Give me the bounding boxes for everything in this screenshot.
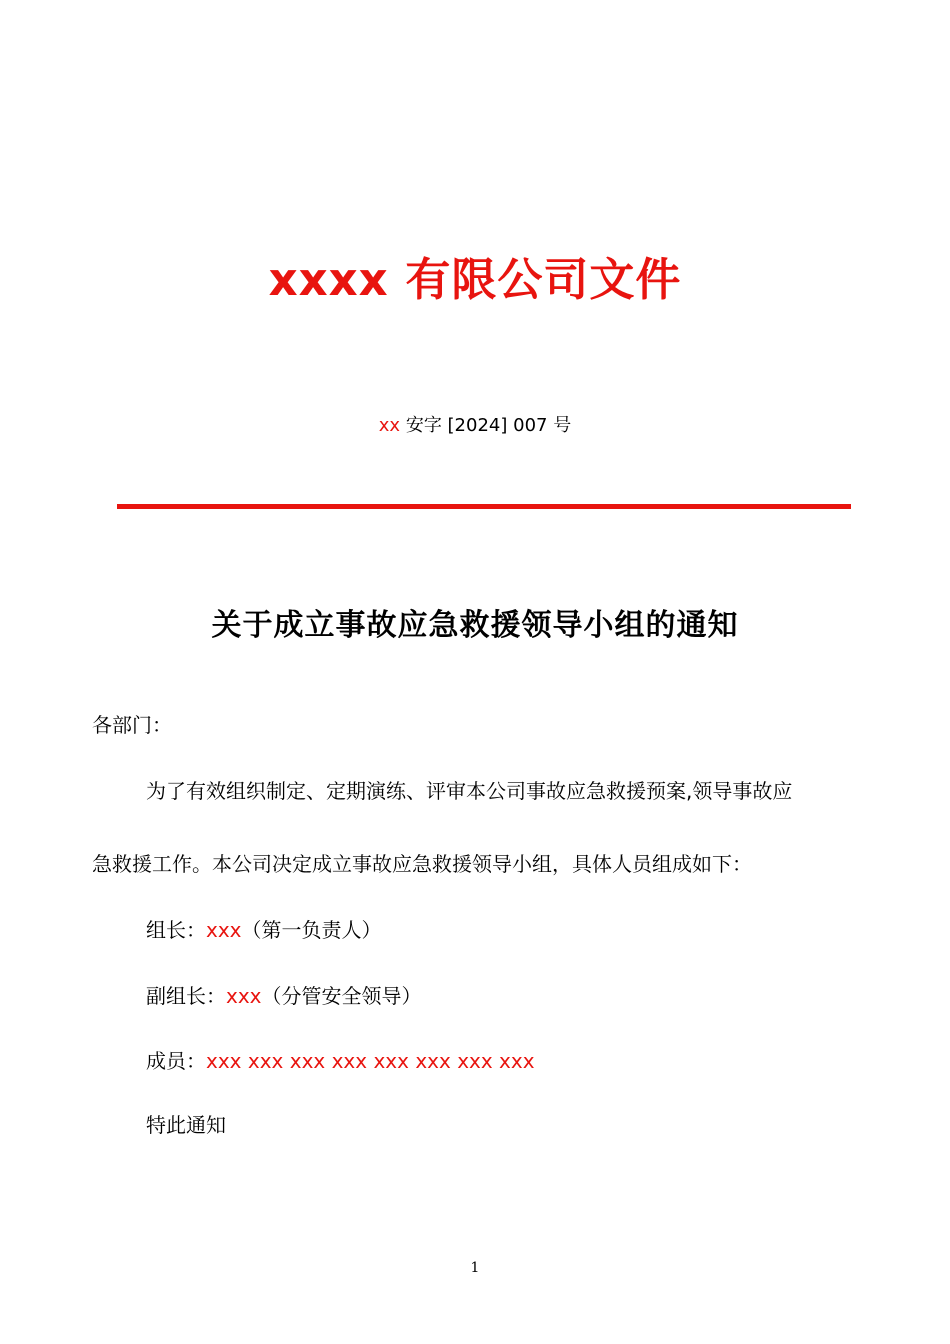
document-number [0,414,950,438]
member-name: xxx [226,984,262,1008]
member-line-deputy-leader [146,982,422,1010]
notice-title: 关于成立事故应急救援领导小组的通知 [211,608,739,643]
document-number-prefix: xx [378,415,401,436]
closing-text: 特此通知 [146,1113,226,1137]
body-paragraph-line-2: 急救援工作。本公司决定成立事故应急救援领导小组，具体人员组成如下： [92,852,752,876]
page-number: 1 [470,1260,480,1276]
member-line-members [146,1047,535,1075]
member-names: xxx xxx xxx xxx xxx xxx xxx xxx [206,1049,535,1073]
document-header-title [0,250,950,310]
member-name: xxx [206,918,242,942]
member-role-label: 副组长： [146,984,226,1008]
org-name-placeholder: xxxx [268,253,389,306]
member-role-label: 成员： [146,1049,206,1073]
member-note: （分管安全领导） [261,984,422,1008]
org-title-suffix: 有限公司文件 [388,253,682,306]
member-line-leader [146,916,382,944]
member-note: （第一负责人） [241,918,382,942]
salutation: 各部门： [92,713,172,737]
body-paragraph-line-1: 为了有效组织制定、定期演练、评审本公司事故应急救援预案,领导事故应 [146,779,793,803]
member-role-label: 组长： [146,918,206,942]
red-divider-line [117,504,851,509]
document-number-rest: 安字 [2024] 007 号 [400,415,572,436]
